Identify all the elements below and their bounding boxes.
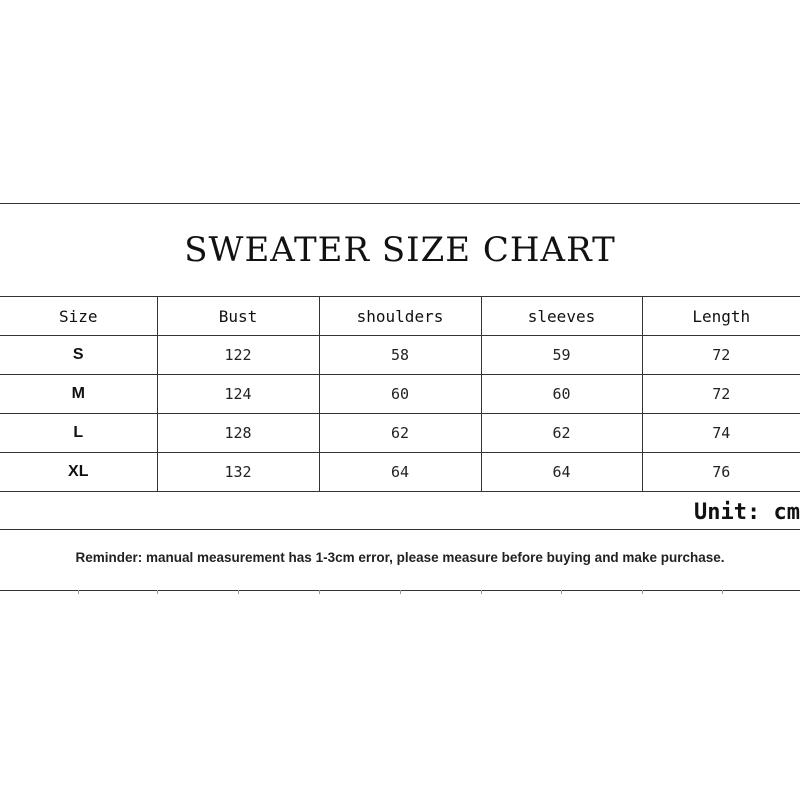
sleeves-cell: 62 xyxy=(481,414,642,453)
tick-mark xyxy=(561,590,562,594)
bust-cell: 128 xyxy=(157,414,319,453)
shoulders-cell: 62 xyxy=(319,414,481,453)
shoulders-cell: 60 xyxy=(319,375,481,414)
tick-mark xyxy=(238,590,239,594)
size-cell: L xyxy=(0,414,157,453)
size-table xyxy=(0,296,800,492)
tick-mark xyxy=(722,590,723,594)
size-cell: S xyxy=(0,336,157,375)
bust-cell: 132 xyxy=(157,453,319,492)
table-row xyxy=(0,453,800,492)
sleeves-cell: 64 xyxy=(481,453,642,492)
sleeves-cell: 59 xyxy=(481,336,642,375)
tick-mark xyxy=(642,590,643,594)
header-size: Size xyxy=(0,297,157,336)
header-length: Length xyxy=(642,297,800,336)
length-cell: 76 xyxy=(642,453,800,492)
length-cell: 72 xyxy=(642,336,800,375)
reminder-text: Reminder: manual measurement has 1-3cm error, please measure before buying and make purchase. xyxy=(75,550,725,565)
tick-mark xyxy=(78,590,79,594)
unit-row xyxy=(0,498,800,530)
unit-label: Unit: cm xyxy=(694,500,800,525)
length-cell: 72 xyxy=(642,375,800,414)
size-chart xyxy=(0,203,800,591)
table-row xyxy=(0,336,800,375)
tick-mark xyxy=(319,590,320,594)
chart-title: SWEATER SIZE CHART xyxy=(184,230,616,270)
shoulders-cell: 58 xyxy=(319,336,481,375)
bottom-tick-marks xyxy=(0,590,800,595)
table-header-row xyxy=(0,297,800,336)
shoulders-cell: 64 xyxy=(319,453,481,492)
bust-cell: 122 xyxy=(157,336,319,375)
header-shoulders: shoulders xyxy=(319,297,481,336)
size-cell: XL xyxy=(0,453,157,492)
tick-mark xyxy=(400,590,401,594)
sleeves-cell: 60 xyxy=(481,375,642,414)
bust-cell: 124 xyxy=(157,375,319,414)
header-sleeves: sleeves xyxy=(481,297,642,336)
length-cell: 74 xyxy=(642,414,800,453)
tick-mark xyxy=(157,590,158,594)
header-bust: Bust xyxy=(157,297,319,336)
tick-mark xyxy=(481,590,482,594)
size-cell: M xyxy=(0,375,157,414)
table-row xyxy=(0,375,800,414)
table-row xyxy=(0,414,800,453)
